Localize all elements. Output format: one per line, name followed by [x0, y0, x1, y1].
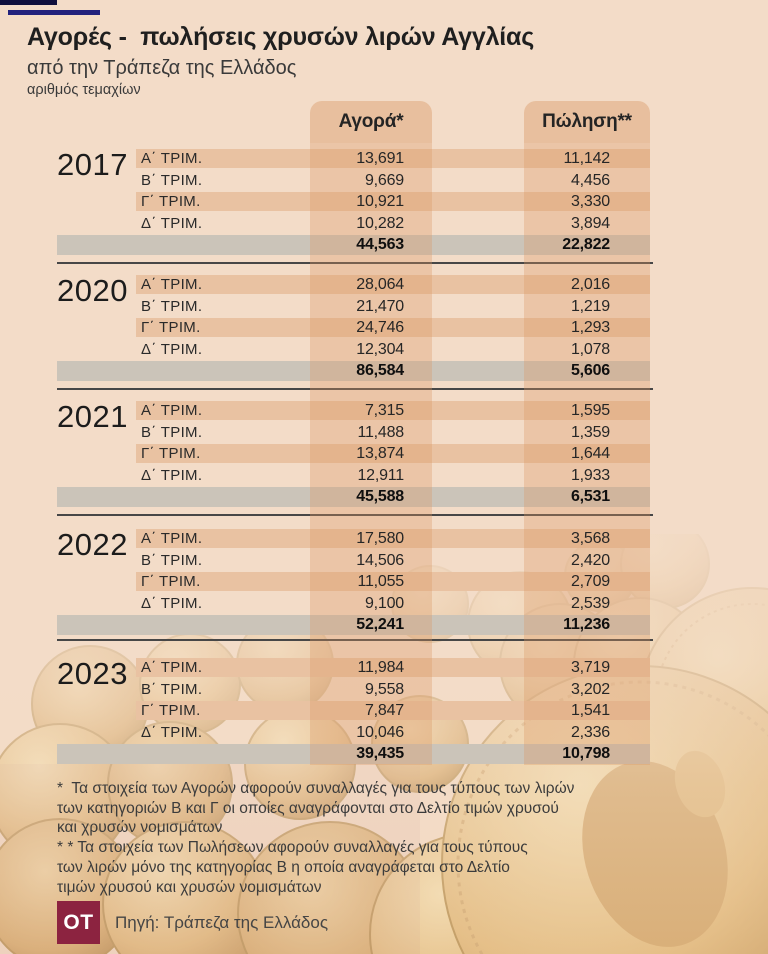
year-label: 2021 — [57, 399, 128, 434]
footnote-line: * * Τα στοιχεία των Πωλήσεων αφορούν συναλλαγές για τους τύπους — [57, 839, 528, 857]
sell-value: 1,595 — [570, 402, 610, 419]
sell-value: 11,142 — [563, 150, 610, 167]
sell-value: 2,420 — [570, 551, 610, 569]
total-sell-value: 22,822 — [562, 236, 610, 254]
buy-value: 9,558 — [364, 680, 404, 698]
total-buy-value: 86,584 — [356, 362, 404, 380]
buy-value: 17,580 — [356, 530, 404, 547]
total-sell-value: 10,798 — [562, 745, 610, 763]
sell-value: 1,541 — [570, 702, 610, 719]
buy-value: 10,046 — [356, 723, 404, 741]
quarter-label: Γ΄ ΤΡΙΜ. — [141, 319, 201, 336]
quarter-label: Γ΄ ΤΡΙΜ. — [141, 445, 201, 462]
total-buy-value: 45,588 — [356, 488, 404, 506]
total-buy-value: 44,563 — [356, 236, 404, 254]
footnote-line: και χρυσών νομισμάτων — [57, 819, 223, 837]
buy-value: 11,984 — [357, 659, 404, 676]
buy-value: 11,055 — [357, 573, 404, 590]
buy-column-header: Αγορά* — [310, 101, 432, 143]
buy-value: 7,847 — [364, 702, 404, 719]
unit-label: αριθμός τεμαχίων — [27, 82, 141, 98]
sell-value: 1,293 — [570, 319, 610, 336]
quarter-label: Α΄ ΤΡΙΜ. — [141, 150, 203, 167]
quarter-label: Β΄ ΤΡΙΜ. — [141, 171, 203, 189]
footnote-line: τιμών χρυσού και χρυσών νομισμάτων — [57, 878, 322, 896]
total-buy-value: 39,435 — [356, 745, 404, 763]
quarter-label: Γ΄ ΤΡΙΜ. — [141, 193, 201, 210]
accent-line — [8, 10, 100, 15]
sell-value: 1,219 — [570, 297, 610, 315]
quarter-label: Δ΄ ΤΡΙΜ. — [141, 340, 203, 358]
buy-value: 13,691 — [356, 150, 404, 167]
buy-value: 10,921 — [356, 193, 404, 210]
quarter-label: Α΄ ΤΡΙΜ. — [141, 402, 203, 419]
quarter-label: Β΄ ΤΡΙΜ. — [141, 551, 203, 569]
year-label: 2020 — [57, 273, 128, 308]
footnote-line: των λιρών μόνο της κατηγορίας Β η οποία αναγράφεται στο Δελτίο — [57, 858, 510, 876]
quarter-label: Α΄ ΤΡΙΜ. — [141, 276, 203, 293]
buy-value: 12,304 — [356, 340, 404, 358]
sell-value: 2,336 — [570, 723, 610, 741]
sell-value: 1,644 — [570, 445, 610, 462]
total-sell-value: 6,531 — [570, 488, 610, 506]
top-edge-bar — [0, 0, 57, 5]
footnotes — [57, 779, 597, 897]
buy-value: 28,064 — [356, 276, 404, 293]
quarter-label: Δ΄ ΤΡΙΜ. — [141, 214, 203, 232]
sell-value: 4,456 — [570, 171, 610, 189]
page-title: Αγορές - πωλήσεις χρυσών λιρών Αγγλίας — [27, 23, 534, 51]
quarter-label: Β΄ ΤΡΙΜ. — [141, 423, 203, 441]
year-label: 2022 — [57, 527, 128, 562]
ot-logo: OT — [57, 901, 100, 944]
sell-value: 3,894 — [570, 214, 610, 232]
footnote-line: των κατηγοριών Β και Γ οι οποίες αναγράφονται στο Δελτίο τιμών χρυσού — [57, 799, 559, 817]
page-subtitle: από την Τράπεζα της Ελλάδος — [27, 57, 297, 79]
buy-value: 12,911 — [357, 466, 404, 484]
sell-value: 2,016 — [570, 276, 610, 293]
buy-value: 7,315 — [364, 402, 404, 419]
buy-value: 9,100 — [364, 594, 404, 612]
sell-value: 3,719 — [570, 659, 610, 676]
quarter-label: Α΄ ΤΡΙΜ. — [141, 659, 203, 676]
sell-value: 1,078 — [570, 340, 610, 358]
sell-value: 1,359 — [570, 423, 610, 441]
sell-value: 2,539 — [570, 594, 610, 612]
quarter-label: Β΄ ΤΡΙΜ. — [141, 297, 203, 315]
source-label: Πηγή: Τράπεζα της Ελλάδος — [115, 913, 329, 932]
sell-value: 3,568 — [570, 530, 610, 547]
quarter-label: Α΄ ΤΡΙΜ. — [141, 530, 203, 547]
buy-value: 10,282 — [356, 214, 404, 232]
sell-value: 2,709 — [570, 573, 610, 590]
buy-value: 14,506 — [356, 551, 404, 569]
sell-value: 3,330 — [570, 193, 610, 210]
year-label: 2017 — [57, 147, 128, 182]
quarter-label: Δ΄ ΤΡΙΜ. — [141, 723, 203, 741]
footnote-line: * Τα στοιχεία των Αγορών αφορούν συναλλαγές για τους τύπους των λιρών — [57, 780, 575, 797]
total-sell-value: 11,236 — [563, 616, 610, 634]
buy-value: 9,669 — [364, 171, 404, 189]
quarter-label: Δ΄ ΤΡΙΜ. — [141, 466, 203, 484]
quarter-label: Γ΄ ΤΡΙΜ. — [141, 702, 201, 719]
quarter-label: Β΄ ΤΡΙΜ. — [141, 680, 203, 698]
quarter-label: Γ΄ ΤΡΙΜ. — [141, 573, 201, 590]
sell-value: 3,202 — [570, 680, 610, 698]
buy-value: 13,874 — [356, 445, 404, 462]
year-label: 2023 — [57, 656, 128, 691]
sell-value: 1,933 — [570, 466, 610, 484]
buy-value: 21,470 — [356, 297, 404, 315]
total-sell-value: 5,606 — [570, 362, 610, 380]
sell-column-header: Πώληση** — [524, 101, 650, 143]
quarter-label: Δ΄ ΤΡΙΜ. — [141, 594, 203, 612]
total-buy-value: 52,241 — [356, 616, 404, 634]
buy-value: 11,488 — [357, 423, 404, 441]
buy-value: 24,746 — [356, 319, 404, 336]
